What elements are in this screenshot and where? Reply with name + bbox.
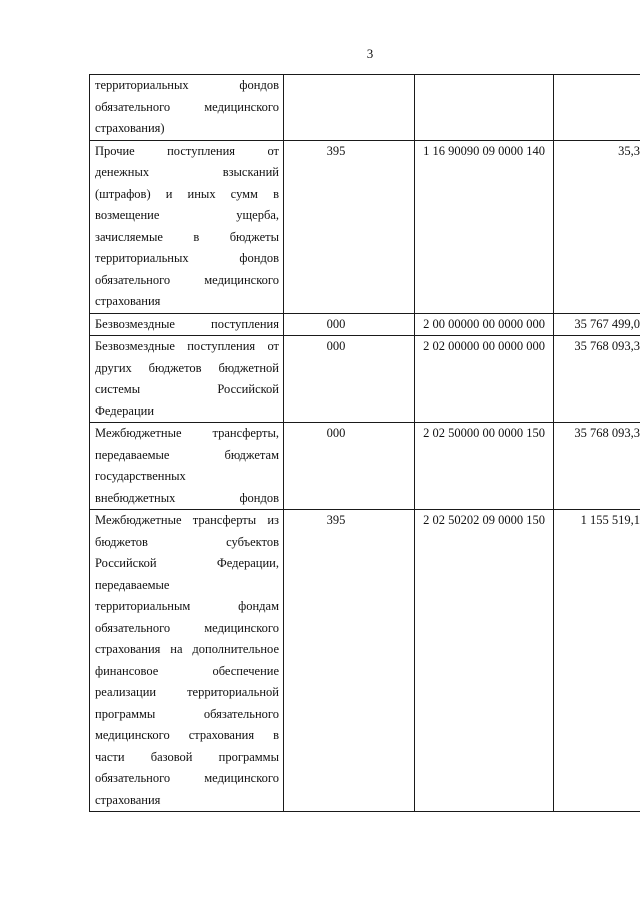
row-name-line: Межбюджетные трансферты из bbox=[95, 513, 279, 527]
row-name-line: программы обязательного bbox=[95, 706, 279, 721]
row-code-cell: 000 bbox=[284, 423, 415, 510]
row-name-line: Безвозмездные поступления bbox=[95, 316, 279, 331]
row-name-line: обязательного медицинского bbox=[95, 99, 279, 114]
row-name-line: страхования bbox=[95, 294, 161, 308]
row-code-cell: 395 bbox=[284, 140, 415, 313]
row-kbk-cell: 1 16 90090 09 0000 140 bbox=[415, 140, 554, 313]
row-code-cell: 000 bbox=[284, 313, 415, 336]
row-code-cell: 000 bbox=[284, 336, 415, 423]
row-name-line: передаваемые bbox=[95, 577, 170, 592]
table-row bbox=[90, 140, 640, 313]
row-name-line: (штрафов) и иных сумм в bbox=[95, 186, 279, 201]
row-name-line: обязательного медицинского bbox=[95, 272, 279, 287]
row-name-line: Безвозмездные поступления от bbox=[95, 339, 279, 353]
row-name-line: территориальным фондам bbox=[95, 599, 279, 613]
row-name-line: реализации территориальной bbox=[95, 685, 279, 699]
row-name-cell bbox=[90, 510, 284, 812]
row-name-line: обязательного медицинского bbox=[95, 620, 279, 635]
row-name-cell bbox=[90, 336, 284, 423]
row-name-line: финансовое обеспечение bbox=[95, 663, 279, 678]
row-amount-cell: 35,3 bbox=[554, 140, 640, 313]
table-row bbox=[90, 75, 640, 141]
table-body bbox=[90, 75, 640, 812]
row-name-line: медицинского страхования в bbox=[95, 728, 279, 742]
row-name-line: передаваемые бюджетам bbox=[95, 447, 279, 462]
row-name-line: обязательного медицинского bbox=[95, 771, 279, 785]
page-number: 3 bbox=[366, 46, 374, 61]
row-amount-cell bbox=[554, 75, 640, 141]
row-name-line: Федерации bbox=[95, 403, 155, 418]
row-name-line: других бюджетов бюджетной bbox=[95, 360, 279, 375]
row-name-line: Межбюджетные трансферты, bbox=[95, 426, 279, 440]
row-name-line: бюджетов субъектов bbox=[95, 534, 279, 549]
row-amount-cell: 1 155 519,1 bbox=[554, 510, 640, 812]
row-name-line: зачисляемые в бюджеты bbox=[95, 229, 279, 244]
row-amount-cell: 35 768 093,3 bbox=[554, 423, 640, 510]
row-kbk-cell bbox=[415, 75, 554, 141]
row-name-line: части базовой программы bbox=[95, 749, 279, 764]
row-kbk-cell: 2 00 00000 00 0000 000 bbox=[415, 313, 554, 336]
row-code-cell bbox=[284, 75, 415, 141]
row-name-line: Российской Федерации, bbox=[95, 556, 279, 570]
row-name-line: возмещение ущерба, bbox=[95, 208, 279, 222]
row-name-line: государственных bbox=[95, 469, 186, 483]
row-name-line: внебюджетных фондов bbox=[95, 490, 279, 505]
table-row bbox=[90, 336, 640, 423]
row-name-line: территориальных фондов bbox=[95, 251, 279, 265]
row-name-cell bbox=[90, 140, 284, 313]
row-name-line: денежных взысканий bbox=[95, 165, 279, 179]
row-name-line: страхования bbox=[95, 792, 161, 807]
row-name-cell bbox=[90, 313, 284, 336]
row-name-line: страхования на дополнительное bbox=[95, 642, 279, 656]
row-kbk-cell: 2 02 50202 09 0000 150 bbox=[415, 510, 554, 812]
row-name-line: системы Российской bbox=[95, 382, 279, 396]
row-amount-cell: 35 768 093,3 bbox=[554, 336, 640, 423]
row-name-line: территориальных фондов bbox=[95, 78, 279, 92]
row-code-cell: 395 bbox=[284, 510, 415, 812]
row-name-cell bbox=[90, 423, 284, 510]
row-kbk-cell: 2 02 50000 00 0000 150 bbox=[415, 423, 554, 510]
row-name-line: Прочие поступления от bbox=[95, 143, 279, 158]
table-row bbox=[90, 313, 640, 336]
revenue-table bbox=[89, 74, 640, 812]
row-amount-cell: 35 767 499,0 bbox=[554, 313, 640, 336]
row-name-line: страхования) bbox=[95, 121, 165, 135]
table-row bbox=[90, 510, 640, 812]
row-name-cell bbox=[90, 75, 284, 141]
table-row bbox=[90, 423, 640, 510]
row-kbk-cell: 2 02 00000 00 0000 000 bbox=[415, 336, 554, 423]
